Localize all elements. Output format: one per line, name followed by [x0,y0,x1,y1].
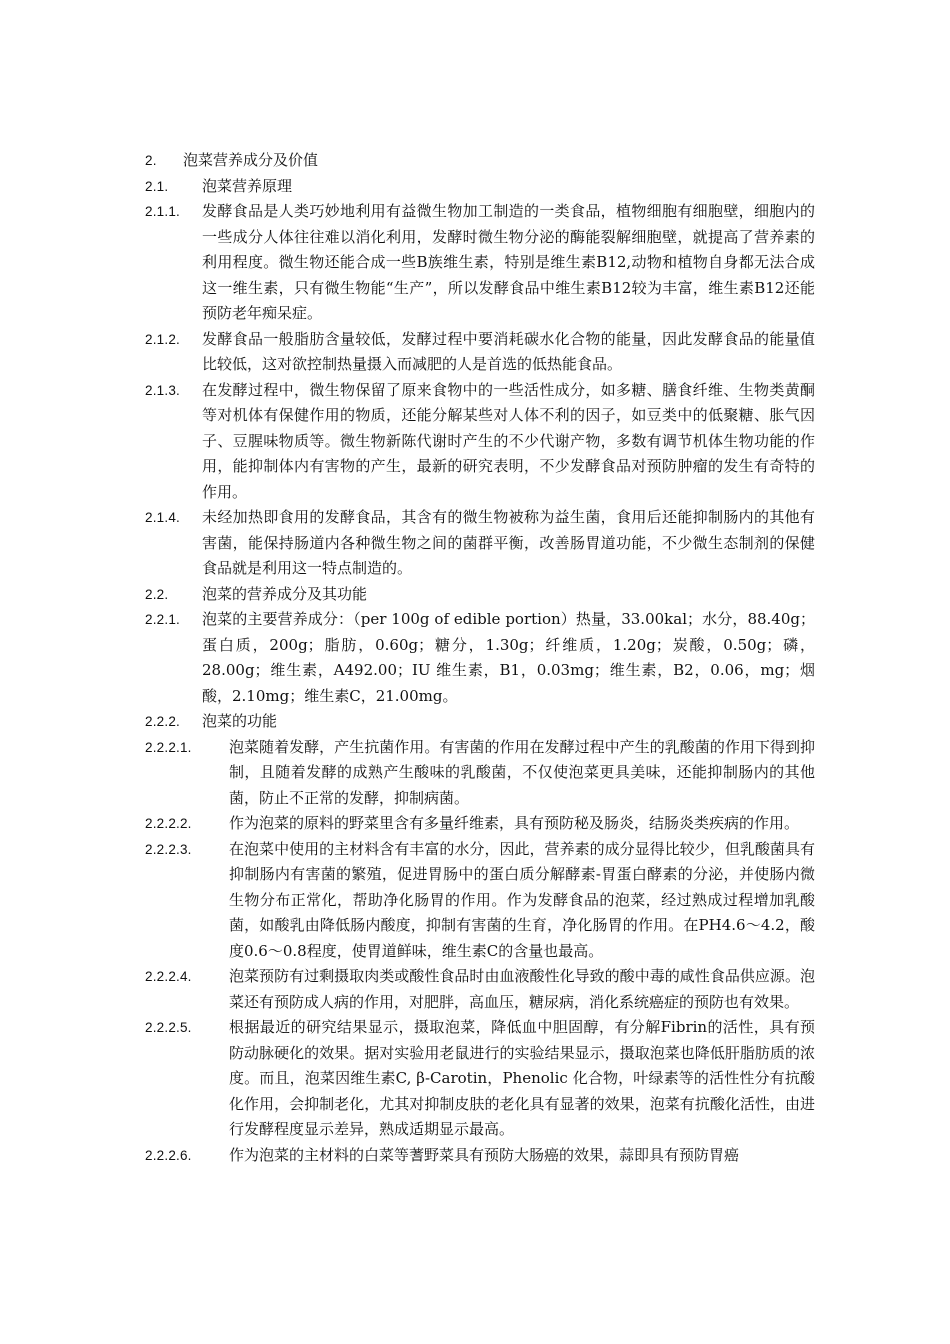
heading-section-2-1 [145,174,815,200]
section-title: 泡菜营养原理 [202,176,293,195]
paragraph-text: 泡菜预防有过剩摄取肉类或酸性食品时由血液酸性化导致的酸中毒的咸性食品供应源。泡菜还有预防成人病的作用，对肥胖，高血压，糖尿病，消化系统癌症的预防也有效果。 [229,967,815,1011]
paragraph-text: 作为泡菜的原料的野菜里含有多量纤维素，具有预防秘及肠炎，结肠炎类疾病的作用。 [229,814,800,832]
section-number: 2.1.2. [145,331,180,347]
section-number: 2. [145,153,157,168]
section-title: 泡菜营养成分及价值 [183,151,319,169]
document-body [145,148,815,1168]
section-number: 2.2.2. [145,714,180,729]
paragraph-text: 在发酵过程中，微生物保留了原来食物中的一些活性成分，如多糖、膳食纤维、生物类黄酮等对机体有保健作用的物质，还能分解某些对人体不利的因子，如豆类中的低聚糖、胀气因子、豆腥味物质等。微生物新陈代谢时产生的不少代谢产物，多数有调节机体生物功能的作用，能抑制体内有害物的产生，最新的研究表明，不少发酵食品对预防肿瘤的发生有奇特的作用。 [202,380,815,501]
section-number: 2.1.3. [145,382,180,398]
paragraph-2-2-2-4 [145,964,815,1015]
section-number: 2.1.4. [145,510,180,525]
paragraph-2-1-3 [145,378,815,506]
paragraph-text: 发酵食品一般脂肪含量较低，发酵过程中要消耗碳水化合物的能量，因此发酵食品的能量值比较低，这对欲控制热量摄入而减肥的人是首选的低热能食品。 [202,329,815,373]
section-number: 2.2.1. [145,612,180,627]
heading-section-2-2-2 [145,709,815,735]
section-number: 2.2.2.6. [145,1147,192,1163]
section-number: 2.2.2.2. [145,816,192,831]
paragraph-2-2-1 [145,607,815,709]
paragraph-2-2-2-5 [145,1015,815,1143]
paragraph-text: 未经加热即食用的发酵食品，其含有的微生物被称为益生菌，食用后还能抑制肠内的其他有害菌，能保持肠道内各种微生物之间的菌群平衡，改善肠胃道功能，不少微生态制剂的保健食品就是利用这一特点制造的。 [202,508,815,577]
paragraph-text: 作为泡菜的主材料的白菜等蓍野菜具有预防大肠癌的效果，蒜即具有预防胃癌 [229,1145,740,1164]
paragraph-2-1-1 [145,199,815,327]
section-number: 2.2.2.5. [145,1020,192,1035]
paragraph-2-2-2-2 [145,811,815,837]
paragraph-text: 根据最近的研究结果显示，摄取泡菜，降低血中胆固醇，有分解Fibrin的活性，具有预防动脉硬化的效果。据对实验用老鼠进行的实验结果显示，摄取泡菜也降低肝脂肪质的浓度。而且，泡菜因维生素C, β-Carotin，Phenolic 化合物，叶绿素等的活性性分有抗酸化作用，会抑制老化，尤其对抑制皮肤的老化具有显著的效果，泡菜有抗酸化活性，由进行发酵程度显示差异，熟成适期显示最高。 [229,1018,815,1138]
paragraph-2-1-2 [145,327,815,378]
section-number: 2.2. [145,586,169,602]
paragraph-text: 在泡菜中使用的主材料含有丰富的水分，因此，营养素的成分显得比较少，但乳酸菌具有抑制肠内有害菌的繁殖，促进胃肠中的蛋白质分解酵素-胃蛋白酵素的分泌，并使肠内微生物分布正常化，帮助净化肠胃的作用。作为发酵食品的泡菜，经过熟成过程增加乳酸菌，如酸乳由降低肠内酸度，抑制有害菌的生育，净化肠胃的作用。在PH4.6～4.2，酸度0.6～0.8程度，使胃道鲜味，维生素C的含量也最高。 [229,839,815,960]
section-number: 2.2.2.1. [145,739,192,755]
section-number: 2.1.1. [145,204,180,219]
section-number: 2.1. [145,178,169,194]
section-title: 泡菜的功能 [202,712,278,730]
paragraph-2-2-2-3 [145,837,815,965]
paragraph-2-2-2-6 [145,1143,815,1169]
section-title: 泡菜的营养成分及其功能 [202,584,368,603]
paragraph-2-2-2-1 [145,735,815,812]
paragraph-text: 发酵食品是人类巧妙地利用有益微生物加工制造的一类食品，植物细胞有细胞壁，细胞内的一些成分人体往往难以消化利用，发酵时微生物分泌的酶能裂解细胞壁，就提高了营养素的利用程度。微生物还能合成一些B族维生素，特别是维生素B12,动物和植物自身都无法合成这一维生素，只有微生物能“生产”，所以发酵食品中维生素B12较为丰富，维生素B12还能预防老年痴呆症。 [202,202,815,322]
heading-section-2 [145,148,815,174]
heading-section-2-2 [145,582,815,608]
paragraph-text: 泡菜随着发酵，产生抗菌作用。有害菌的作用在发酵过程中产生的乳酸菌的作用下得到抑制，且随着发酵的成熟产生酸味的乳酸菌，不仅使泡菜更具美味，还能抑制肠内的其他菌，防止不正常的发酵，抑制病菌。 [229,737,815,807]
paragraph-text: 泡菜的主要营养成分：（per 100g of edible portion）热量，33.00kal；水分，88.40g；蛋白质，200g；脂肪，0.60g；糖分，1.30g；纤维质，1.20g；炭酸，0.50g；磷，28.00g；维生素，A492.00；IU 维生素，B1，0.03mg；维生素，B2，0.06，mg；烟酸，2.10mg；维生素C，21.00mg。 [202,610,815,705]
section-number: 2.2.2.4. [145,969,192,984]
section-number: 2.2.2.3. [145,841,192,857]
paragraph-2-1-4 [145,505,815,582]
